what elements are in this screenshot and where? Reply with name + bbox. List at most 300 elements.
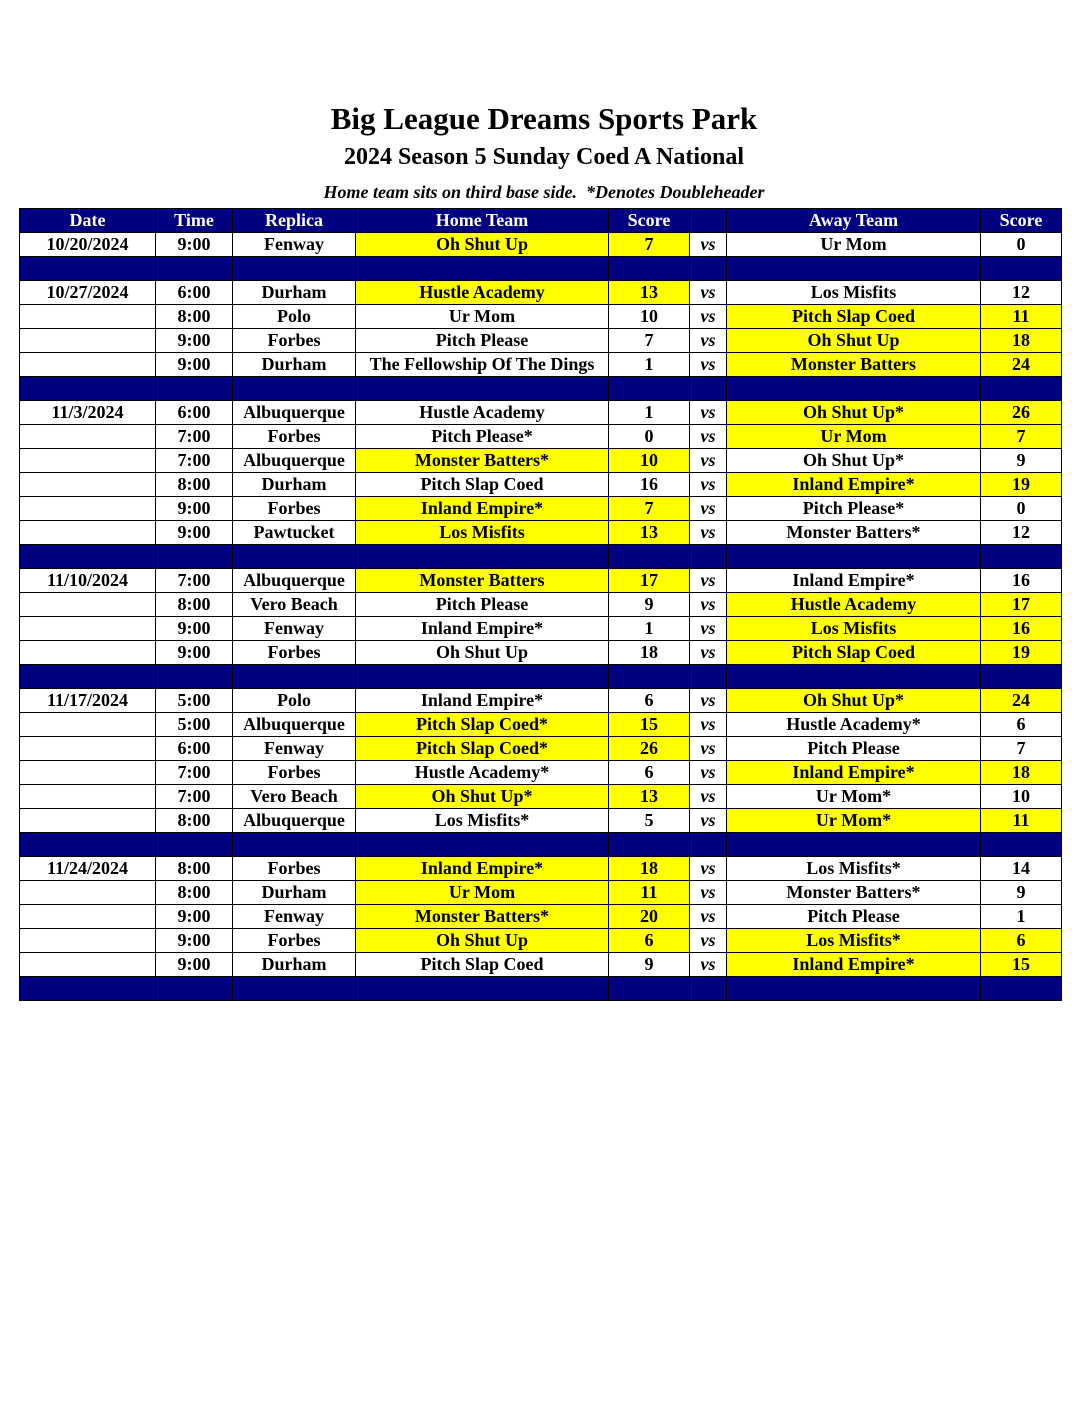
replica-cell: Forbes — [233, 929, 356, 953]
away-team-cell: Los Misfits* — [727, 857, 981, 881]
separator-cell — [20, 977, 156, 1001]
col-away-score: Score — [981, 209, 1062, 233]
time-cell: 9:00 — [156, 353, 233, 377]
separator-cell — [20, 665, 156, 689]
separator-cell — [233, 977, 356, 1001]
time-cell: 7:00 — [156, 569, 233, 593]
separator-cell — [609, 833, 690, 857]
separator-cell — [981, 833, 1062, 857]
separator-cell — [20, 833, 156, 857]
replica-cell: Albuquerque — [233, 449, 356, 473]
col-home-score: Score — [609, 209, 690, 233]
vs-cell: vs — [690, 521, 727, 545]
away-score-cell: 7 — [981, 737, 1062, 761]
vs-cell: vs — [690, 593, 727, 617]
vs-cell: vs — [690, 641, 727, 665]
replica-cell: Polo — [233, 305, 356, 329]
replica-cell: Forbes — [233, 497, 356, 521]
home-score-cell: 6 — [609, 689, 690, 713]
time-cell: 9:00 — [156, 953, 233, 977]
away-team-cell: Inland Empire* — [727, 473, 981, 497]
time-cell: 9:00 — [156, 497, 233, 521]
separator-cell — [233, 833, 356, 857]
home-team-cell: Monster Batters* — [356, 449, 609, 473]
time-cell: 6:00 — [156, 281, 233, 305]
time-cell: 7:00 — [156, 449, 233, 473]
replica-cell: Durham — [233, 473, 356, 497]
vs-cell: vs — [690, 689, 727, 713]
separator-cell — [156, 545, 233, 569]
vs-cell: vs — [690, 401, 727, 425]
time-cell: 8:00 — [156, 809, 233, 833]
home-team-cell: Los Misfits* — [356, 809, 609, 833]
vs-cell: vs — [690, 857, 727, 881]
home-score-cell: 10 — [609, 305, 690, 329]
home-score-cell: 0 — [609, 425, 690, 449]
separator-cell — [981, 257, 1062, 281]
away-team-cell: Hustle Academy* — [727, 713, 981, 737]
home-score-cell: 18 — [609, 641, 690, 665]
home-team-cell: Inland Empire* — [356, 689, 609, 713]
separator-cell — [727, 377, 981, 401]
away-score-cell: 24 — [981, 689, 1062, 713]
away-score-cell: 6 — [981, 929, 1062, 953]
date-cell — [20, 329, 156, 353]
date-cell — [20, 425, 156, 449]
separator-cell — [727, 257, 981, 281]
date-cell — [20, 497, 156, 521]
vs-cell: vs — [690, 929, 727, 953]
table-row — [20, 617, 1062, 641]
date-cell — [20, 473, 156, 497]
time-cell: 7:00 — [156, 785, 233, 809]
date-cell — [20, 521, 156, 545]
date-cell — [20, 449, 156, 473]
vs-cell: vs — [690, 809, 727, 833]
header-row — [20, 209, 1062, 233]
away-score-cell: 12 — [981, 281, 1062, 305]
away-score-cell: 16 — [981, 569, 1062, 593]
date-cell — [20, 809, 156, 833]
home-score-cell: 7 — [609, 497, 690, 521]
home-team-cell: Pitch Slap Coed* — [356, 737, 609, 761]
vs-cell: vs — [690, 281, 727, 305]
vs-cell: vs — [690, 953, 727, 977]
separator-cell — [356, 545, 609, 569]
table-row — [20, 785, 1062, 809]
separator-cell — [233, 665, 356, 689]
date-cell — [20, 593, 156, 617]
time-cell: 7:00 — [156, 761, 233, 785]
home-score-cell: 7 — [609, 233, 690, 257]
replica-cell: Durham — [233, 281, 356, 305]
home-score-cell: 13 — [609, 521, 690, 545]
away-score-cell: 9 — [981, 449, 1062, 473]
vs-cell: vs — [690, 353, 727, 377]
time-cell: 8:00 — [156, 881, 233, 905]
home-score-cell: 16 — [609, 473, 690, 497]
date-cell — [20, 617, 156, 641]
away-score-cell: 26 — [981, 401, 1062, 425]
table-row — [20, 449, 1062, 473]
separator-cell — [981, 377, 1062, 401]
home-team-cell: Pitch Please — [356, 593, 609, 617]
home-team-cell: Pitch Slap Coed* — [356, 713, 609, 737]
table-row — [20, 329, 1062, 353]
home-team-cell: Oh Shut Up — [356, 929, 609, 953]
table-row — [20, 473, 1062, 497]
table-row — [20, 401, 1062, 425]
away-team-cell: Hustle Academy — [727, 593, 981, 617]
away-team-cell: Ur Mom — [727, 233, 981, 257]
separator-cell — [690, 545, 727, 569]
away-team-cell: Inland Empire* — [727, 761, 981, 785]
home-score-cell: 9 — [609, 953, 690, 977]
separator-cell — [981, 977, 1062, 1001]
time-cell: 5:00 — [156, 689, 233, 713]
vs-cell: vs — [690, 473, 727, 497]
home-score-cell: 6 — [609, 929, 690, 953]
table-row — [20, 881, 1062, 905]
away-score-cell: 11 — [981, 305, 1062, 329]
away-score-cell: 0 — [981, 497, 1062, 521]
date-cell — [20, 713, 156, 737]
away-score-cell: 11 — [981, 809, 1062, 833]
home-score-cell: 20 — [609, 905, 690, 929]
separator-row — [20, 977, 1062, 1001]
time-cell: 6:00 — [156, 401, 233, 425]
date-cell — [20, 305, 156, 329]
time-cell: 8:00 — [156, 473, 233, 497]
separator-row — [20, 833, 1062, 857]
home-score-cell: 1 — [609, 353, 690, 377]
home-score-cell: 15 — [609, 713, 690, 737]
separator-cell — [356, 377, 609, 401]
home-team-cell: Monster Batters — [356, 569, 609, 593]
separator-cell — [727, 977, 981, 1001]
away-team-cell: Ur Mom — [727, 425, 981, 449]
away-score-cell: 15 — [981, 953, 1062, 977]
date-cell — [20, 881, 156, 905]
away-team-cell: Los Misfits* — [727, 929, 981, 953]
col-time: Time — [156, 209, 233, 233]
home-team-cell: Inland Empire* — [356, 497, 609, 521]
table-row — [20, 425, 1062, 449]
home-team-cell: Ur Mom — [356, 881, 609, 905]
time-cell: 9:00 — [156, 929, 233, 953]
separator-cell — [356, 257, 609, 281]
vs-cell: vs — [690, 329, 727, 353]
home-team-cell: Pitch Please — [356, 329, 609, 353]
separator-row — [20, 665, 1062, 689]
date-cell — [20, 761, 156, 785]
away-team-cell: Pitch Please* — [727, 497, 981, 521]
table-row — [20, 521, 1062, 545]
time-cell: 9:00 — [156, 617, 233, 641]
away-team-cell: Pitch Slap Coed — [727, 305, 981, 329]
separator-row — [20, 545, 1062, 569]
replica-cell: Polo — [233, 689, 356, 713]
time-cell: 9:00 — [156, 233, 233, 257]
vs-cell: vs — [690, 761, 727, 785]
vs-cell: vs — [690, 569, 727, 593]
table-row — [20, 953, 1062, 977]
replica-cell: Vero Beach — [233, 785, 356, 809]
table-row — [20, 593, 1062, 617]
home-team-cell: Hustle Academy — [356, 281, 609, 305]
home-team-cell: Pitch Slap Coed — [356, 953, 609, 977]
home-score-cell: 18 — [609, 857, 690, 881]
table-row — [20, 905, 1062, 929]
replica-cell: Forbes — [233, 641, 356, 665]
col-vs — [690, 209, 727, 233]
table-row — [20, 689, 1062, 713]
time-cell: 6:00 — [156, 737, 233, 761]
replica-cell: Albuquerque — [233, 401, 356, 425]
time-cell: 9:00 — [156, 329, 233, 353]
vs-cell: vs — [690, 497, 727, 521]
away-team-cell: Inland Empire* — [727, 953, 981, 977]
time-cell: 8:00 — [156, 857, 233, 881]
away-score-cell: 17 — [981, 593, 1062, 617]
col-away-team: Away Team — [727, 209, 981, 233]
home-team-cell: Oh Shut Up* — [356, 785, 609, 809]
replica-cell: Fenway — [233, 905, 356, 929]
table-row — [20, 761, 1062, 785]
away-score-cell: 16 — [981, 617, 1062, 641]
separator-cell — [233, 545, 356, 569]
table-row — [20, 281, 1062, 305]
separator-cell — [609, 977, 690, 1001]
away-team-cell: Los Misfits — [727, 617, 981, 641]
away-score-cell: 18 — [981, 761, 1062, 785]
vs-cell: vs — [690, 233, 727, 257]
separator-cell — [156, 257, 233, 281]
home-team-cell: Los Misfits — [356, 521, 609, 545]
replica-cell: Forbes — [233, 761, 356, 785]
table-row — [20, 737, 1062, 761]
away-team-cell: Inland Empire* — [727, 569, 981, 593]
separator-cell — [233, 257, 356, 281]
away-team-cell: Pitch Please — [727, 905, 981, 929]
vs-cell: vs — [690, 905, 727, 929]
separator-cell — [981, 665, 1062, 689]
away-score-cell: 19 — [981, 641, 1062, 665]
replica-cell: Forbes — [233, 329, 356, 353]
schedule-table — [19, 208, 1062, 1001]
separator-cell — [609, 257, 690, 281]
date-cell: 10/27/2024 — [20, 281, 156, 305]
replica-cell: Vero Beach — [233, 593, 356, 617]
separator-cell — [356, 977, 609, 1001]
away-score-cell: 0 — [981, 233, 1062, 257]
away-team-cell: Oh Shut Up* — [727, 449, 981, 473]
home-score-cell: 17 — [609, 569, 690, 593]
away-score-cell: 18 — [981, 329, 1062, 353]
home-team-cell: Ur Mom — [356, 305, 609, 329]
away-score-cell: 10 — [981, 785, 1062, 809]
separator-cell — [690, 257, 727, 281]
separator-cell — [156, 377, 233, 401]
away-team-cell: Los Misfits — [727, 281, 981, 305]
home-score-cell: 9 — [609, 593, 690, 617]
date-cell — [20, 353, 156, 377]
separator-cell — [727, 545, 981, 569]
away-team-cell: Monster Batters* — [727, 881, 981, 905]
date-cell — [20, 929, 156, 953]
home-score-cell: 5 — [609, 809, 690, 833]
home-team-cell: Oh Shut Up — [356, 233, 609, 257]
home-team-cell: The Fellowship Of The Dings — [356, 353, 609, 377]
away-team-cell: Oh Shut Up* — [727, 689, 981, 713]
away-team-cell: Oh Shut Up* — [727, 401, 981, 425]
home-score-cell: 7 — [609, 329, 690, 353]
separator-cell — [20, 257, 156, 281]
vs-cell: vs — [690, 305, 727, 329]
replica-cell: Durham — [233, 953, 356, 977]
separator-cell — [156, 833, 233, 857]
table-row — [20, 857, 1062, 881]
home-score-cell: 6 — [609, 761, 690, 785]
separator-cell — [981, 545, 1062, 569]
replica-cell: Durham — [233, 881, 356, 905]
date-cell — [20, 953, 156, 977]
replica-cell: Durham — [233, 353, 356, 377]
away-team-cell: Pitch Slap Coed — [727, 641, 981, 665]
away-team-cell: Monster Batters — [727, 353, 981, 377]
home-team-cell: Inland Empire* — [356, 857, 609, 881]
away-score-cell: 6 — [981, 713, 1062, 737]
time-cell: 8:00 — [156, 305, 233, 329]
vs-cell: vs — [690, 713, 727, 737]
table-row — [20, 569, 1062, 593]
time-cell: 9:00 — [156, 641, 233, 665]
replica-cell: Albuquerque — [233, 713, 356, 737]
vs-cell: vs — [690, 425, 727, 449]
col-home-team: Home Team — [356, 209, 609, 233]
away-score-cell: 24 — [981, 353, 1062, 377]
away-score-cell: 14 — [981, 857, 1062, 881]
replica-cell: Fenway — [233, 617, 356, 641]
vs-cell: vs — [690, 785, 727, 809]
away-score-cell: 7 — [981, 425, 1062, 449]
separator-row — [20, 257, 1062, 281]
replica-cell: Pawtucket — [233, 521, 356, 545]
separator-row — [20, 377, 1062, 401]
replica-cell: Forbes — [233, 425, 356, 449]
replica-cell: Albuquerque — [233, 569, 356, 593]
replica-cell: Fenway — [233, 737, 356, 761]
date-cell — [20, 905, 156, 929]
separator-cell — [609, 377, 690, 401]
table-row — [20, 497, 1062, 521]
away-team-cell: Oh Shut Up — [727, 329, 981, 353]
time-cell: 9:00 — [156, 521, 233, 545]
home-score-cell: 11 — [609, 881, 690, 905]
away-score-cell: 9 — [981, 881, 1062, 905]
separator-cell — [609, 545, 690, 569]
col-replica: Replica — [233, 209, 356, 233]
table-row — [20, 233, 1062, 257]
replica-cell: Forbes — [233, 857, 356, 881]
vs-cell: vs — [690, 737, 727, 761]
separator-cell — [233, 377, 356, 401]
page-title: Big League Dreams Sports Park — [330, 101, 758, 136]
date-cell: 11/17/2024 — [20, 689, 156, 713]
separator-cell — [356, 833, 609, 857]
date-cell — [20, 785, 156, 809]
separator-cell — [727, 665, 981, 689]
vs-cell: vs — [690, 881, 727, 905]
home-team-cell: Hustle Academy* — [356, 761, 609, 785]
away-score-cell: 12 — [981, 521, 1062, 545]
separator-cell — [690, 833, 727, 857]
date-cell: 11/3/2024 — [20, 401, 156, 425]
home-team-cell: Pitch Slap Coed — [356, 473, 609, 497]
date-cell: 11/10/2024 — [20, 569, 156, 593]
away-team-cell: Ur Mom* — [727, 809, 981, 833]
table-row — [20, 305, 1062, 329]
home-score-cell: 1 — [609, 617, 690, 641]
time-cell: 8:00 — [156, 593, 233, 617]
away-team-cell: Monster Batters* — [727, 521, 981, 545]
table-row — [20, 353, 1062, 377]
replica-cell: Fenway — [233, 233, 356, 257]
table-row — [20, 929, 1062, 953]
away-score-cell: 19 — [981, 473, 1062, 497]
separator-cell — [156, 665, 233, 689]
date-cell: 11/24/2024 — [20, 857, 156, 881]
home-team-cell: Hustle Academy — [356, 401, 609, 425]
home-team-cell: Inland Empire* — [356, 617, 609, 641]
separator-cell — [156, 977, 233, 1001]
page-subtitle: 2024 Season 5 Sunday Coed A National — [343, 144, 745, 170]
schedule-body — [20, 233, 1062, 1001]
time-cell: 9:00 — [156, 905, 233, 929]
home-score-cell: 13 — [609, 281, 690, 305]
home-score-cell: 1 — [609, 401, 690, 425]
home-team-cell: Monster Batters* — [356, 905, 609, 929]
time-cell: 5:00 — [156, 713, 233, 737]
table-row — [20, 809, 1062, 833]
table-row — [20, 641, 1062, 665]
home-score-cell: 10 — [609, 449, 690, 473]
separator-cell — [20, 545, 156, 569]
table-row — [20, 713, 1062, 737]
col-date: Date — [20, 209, 156, 233]
separator-cell — [690, 977, 727, 1001]
away-team-cell: Ur Mom* — [727, 785, 981, 809]
home-score-cell: 13 — [609, 785, 690, 809]
separator-cell — [20, 377, 156, 401]
away-score-cell: 1 — [981, 905, 1062, 929]
home-team-cell: Pitch Please* — [356, 425, 609, 449]
vs-cell: vs — [690, 617, 727, 641]
separator-cell — [690, 377, 727, 401]
date-cell: 10/20/2024 — [20, 233, 156, 257]
vs-cell: vs — [690, 449, 727, 473]
separator-cell — [356, 665, 609, 689]
schedule-note: Home team sits on third base side. *Denotes Doubleheader — [323, 182, 765, 202]
home-team-cell: Oh Shut Up — [356, 641, 609, 665]
home-score-cell: 26 — [609, 737, 690, 761]
date-cell — [20, 737, 156, 761]
separator-cell — [609, 665, 690, 689]
time-cell: 7:00 — [156, 425, 233, 449]
replica-cell: Albuquerque — [233, 809, 356, 833]
away-team-cell: Pitch Please — [727, 737, 981, 761]
date-cell — [20, 641, 156, 665]
